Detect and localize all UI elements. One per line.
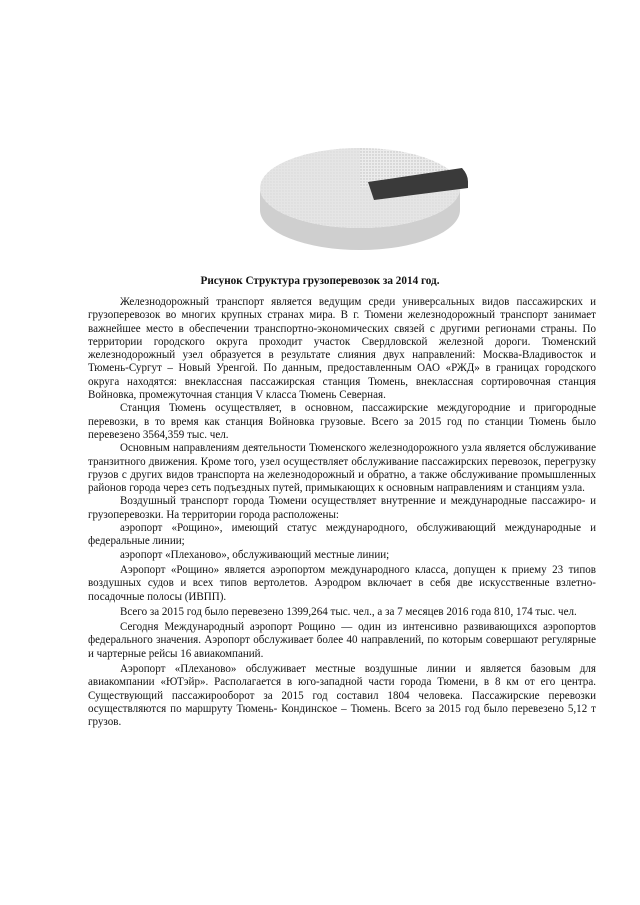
paragraph: Воздушный транспорт города Тюмени осуществляет внутренние и международные пассажиро- и грузоперевозки. На территории города расположены: [88,495,596,521]
paragraph: Железнодорожный транспорт является ведущим среди универсальных видов пассажирских и грузоперевозок во многих крупных странах мира. В г. Тюмени железнодорожный транспорт занимает важнейшее место в обеспечении транспортно-экономических связей с другими регионами страны. По территории городского округа проходит участок Свердловской железной дороги. Тюменский железнодорожный узел образуется в результате слияния двух направлений: Москва-Владивосток и Тюмень-Сургут – Новый Уренгой. По данным, предоставленным ОАО «РЖД» в границах городского округа находятся: внеклассная пассажирская станция Тюмень, внеклассная сортировочная станция Войновка, промежуточная станция V класса Тюмень Северная. [88,296,596,402]
paragraph: Станция Тюмень осуществляет, в основном, пассажирские междугородние и пригородные перевозки, в то время как станция Войновка грузовые. Всего за 2015 год по станции Тюмень было перевезено 3564,359 тыс. чел. [88,402,596,441]
paragraph: аэропорт «Рощино», имеющий статус международного, обслуживающий международные и федеральные линии; [88,522,596,548]
paragraph: Всего за 2015 год было перевезено 1399,264 тыс. чел., а за 7 месяцев 2016 года 810, 174 тыс. чел. [120,605,577,618]
pie-chart-figure [240,70,480,270]
paragraph: Основным направлениям деятельности Тюменского железнодорожного узла является обслуживание транзитного движения. Кроме того, узел осуществляет обслуживание пассажирских перевозок, перегрузку грузов с других видов транспорта на железнодорожный и обратно, а также обслуживание промышленных районов города через сеть подъездных путей, примыкающих к основным направлениям и станциям узла. [88,442,596,495]
paragraph: аэропорт «Плеханово», обслуживающий местные линии; [120,548,390,561]
paragraph: Аэропорт «Рощино» является аэропортом международного класса, допущен к приему 23 типов воздушных судов и всех типов вертолетов. Аэродром включает в себя две искусственные взлетно-посадочные полосы (ИВПП). [88,563,596,603]
figure-caption: Рисунок Структура грузоперевозок за 2014 год. [200,275,440,287]
paragraph: Аэропорт «Плеханово» обслуживает местные воздушные линии и является базовым для авиакомпании «ЮТэйр». Располагается в юго-западной части города Тюмени, в 8 км от его центра. Существующий пассажирооборот за 2015 год составил 1804 человека. Пассажирские перевозки осуществляются по маршруту Тюмень- Кондинское – Тюмень. Всего за 2015 год было перевезено 5,12 т грузов. [88,663,596,729]
body-text [88,296,596,730]
paragraph: Сегодня Международный аэропорт Рощино — один из интенсивно развивающихся аэропортов федерального значения. Аэропорт обслуживает более 40 направлений, по которым совершают регулярные и чартерные рейсы 16 авиакомпаний. [88,621,596,660]
